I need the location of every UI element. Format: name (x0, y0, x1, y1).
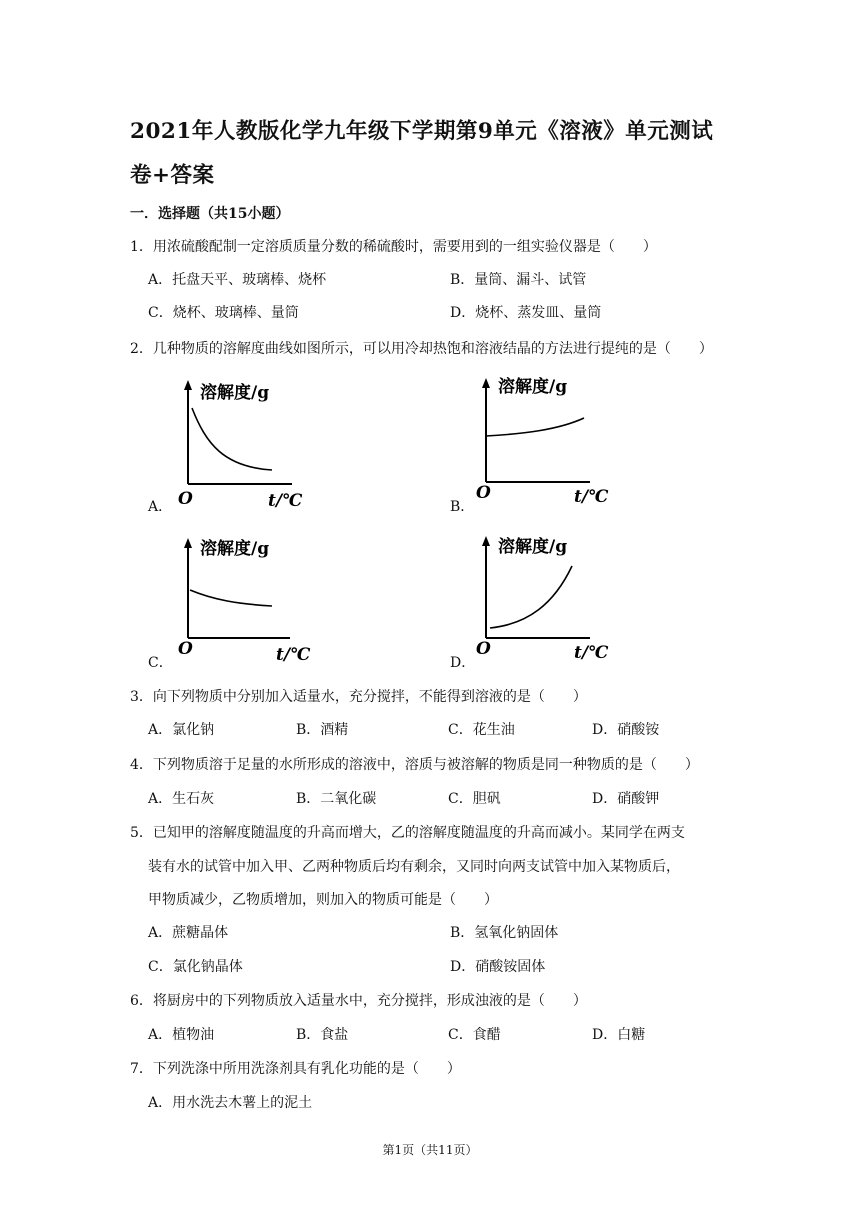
q2-graph-a (172, 372, 322, 510)
q2-graph-a-curve (192, 408, 272, 470)
q2-graph-b-ylabel: 溶解度/g (498, 377, 568, 397)
q4-option-a: A．生石灰 (148, 791, 215, 807)
q1-option-d: D．烧杯、蒸发皿、量筒 (450, 305, 602, 321)
q4-option-b: B．二氧化碳 (296, 791, 377, 807)
q2-graph-b (472, 370, 622, 508)
document-title-line1: 2021年人教版化学九年级下学期第9单元《溶液》单元测试 (130, 119, 714, 144)
question-5-text-line2: 装有水的试管中加入甲、乙两种物质后均有剩余，又同时向两支试管中加入某物质后， (148, 859, 680, 875)
q6-option-c: C．食醋 (448, 1027, 501, 1043)
question-4-text: 4．下列物质溶于足量的水所形成的溶液中，溶质与被溶解的物质是同一种物质的是（ ） (130, 757, 699, 773)
q3-option-c: C．花生油 (448, 722, 515, 738)
q7-option-a: A．用水洗去木薯上的泥土 (148, 1095, 313, 1111)
q1-option-b: B．量筒、漏斗、试管 (450, 272, 587, 288)
q2-graph-b-xlabel: t/℃ (574, 487, 609, 507)
document-title-line2: 卷+答案 (130, 163, 215, 188)
q1-option-a: A．托盘天平、玻璃棒、烧杯 (148, 272, 327, 288)
q2-graph-c (172, 530, 322, 668)
q6-option-b: B．食盐 (296, 1027, 349, 1043)
q2-graph-a-origin: O (178, 489, 193, 509)
q2-option-b-label: B． (450, 499, 475, 515)
q2-graph-d-origin: O (476, 639, 491, 659)
q2-graph-d-xlabel: t/℃ (574, 643, 609, 663)
q2-graph-d-curve (490, 566, 572, 628)
q5-option-b: B．氢氧化钠固体 (450, 925, 559, 941)
q5-option-d: D．硝酸铵固体 (450, 959, 546, 975)
question-6-text: 6．将厨房中的下列物质放入适量水中，充分搅拌，形成浊液的是（ ） (130, 993, 587, 1009)
q2-option-d-label: D． (450, 655, 476, 671)
q2-graph-a-xlabel: t/℃ (268, 491, 303, 510)
q3-option-d: D．硝酸铵 (592, 722, 660, 738)
page-footer: 第1页（共11页） (382, 1143, 478, 1157)
question-7-text: 7．下列洗涤中所用洗涤剂具有乳化功能的是（ ） (130, 1061, 461, 1077)
question-5-text-line3: 甲物质减少，乙物质增加，则加入的物质可能是（ ） (148, 892, 498, 908)
q5-option-a: A．蔗糖晶体 (148, 925, 229, 941)
question-5-text-line1: 5．已知甲的溶解度随温度的升高而增大，乙的溶解度随温度的升高而减小。某同学在两支 (130, 825, 685, 841)
q2-graph-d-ylabel: 溶解度/g (498, 537, 568, 557)
question-2-text: 2．几种物质的溶解度曲线如图所示，可以用冷却热饱和溶液结晶的方法进行提纯的是（ ） (130, 341, 713, 357)
question-1-text: 1．用浓硫酸配制一定溶质质量分数的稀硫酸时，需要用到的一组实验仪器是（ ） (130, 239, 657, 255)
q6-option-d: D．白糖 (592, 1027, 646, 1043)
q2-graph-c-curve (190, 590, 272, 606)
q6-option-a: A．植物油 (148, 1027, 215, 1043)
section-heading: 一．选择题（共15小题） (130, 206, 290, 222)
q2-graph-b-origin: O (476, 483, 491, 503)
q2-graph-c-origin: O (178, 639, 193, 659)
q2-graph-d (472, 528, 622, 666)
q2-graph-b-curve (486, 418, 584, 436)
q2-graph-c-xlabel: t/℃ (276, 645, 311, 665)
q2-option-c-label: C． (148, 655, 173, 671)
q2-option-a-label: A． (148, 499, 173, 515)
q5-option-c: C．氯化钠晶体 (148, 959, 243, 975)
q3-option-b: B．酒精 (296, 722, 349, 738)
q1-option-c: C．烧杯、玻璃棒、量筒 (148, 305, 299, 321)
q4-option-c: C．胆矾 (448, 791, 501, 807)
q2-graph-a-ylabel: 溶解度/g (200, 383, 270, 403)
q2-graph-c-ylabel: 溶解度/g (200, 539, 270, 559)
q3-option-a: A．氯化钠 (148, 722, 215, 738)
question-3-text: 3．向下列物质中分别加入适量水，充分搅拌，不能得到溶液的是（ ） (130, 689, 587, 705)
q4-option-d: D．硝酸钾 (592, 791, 660, 807)
